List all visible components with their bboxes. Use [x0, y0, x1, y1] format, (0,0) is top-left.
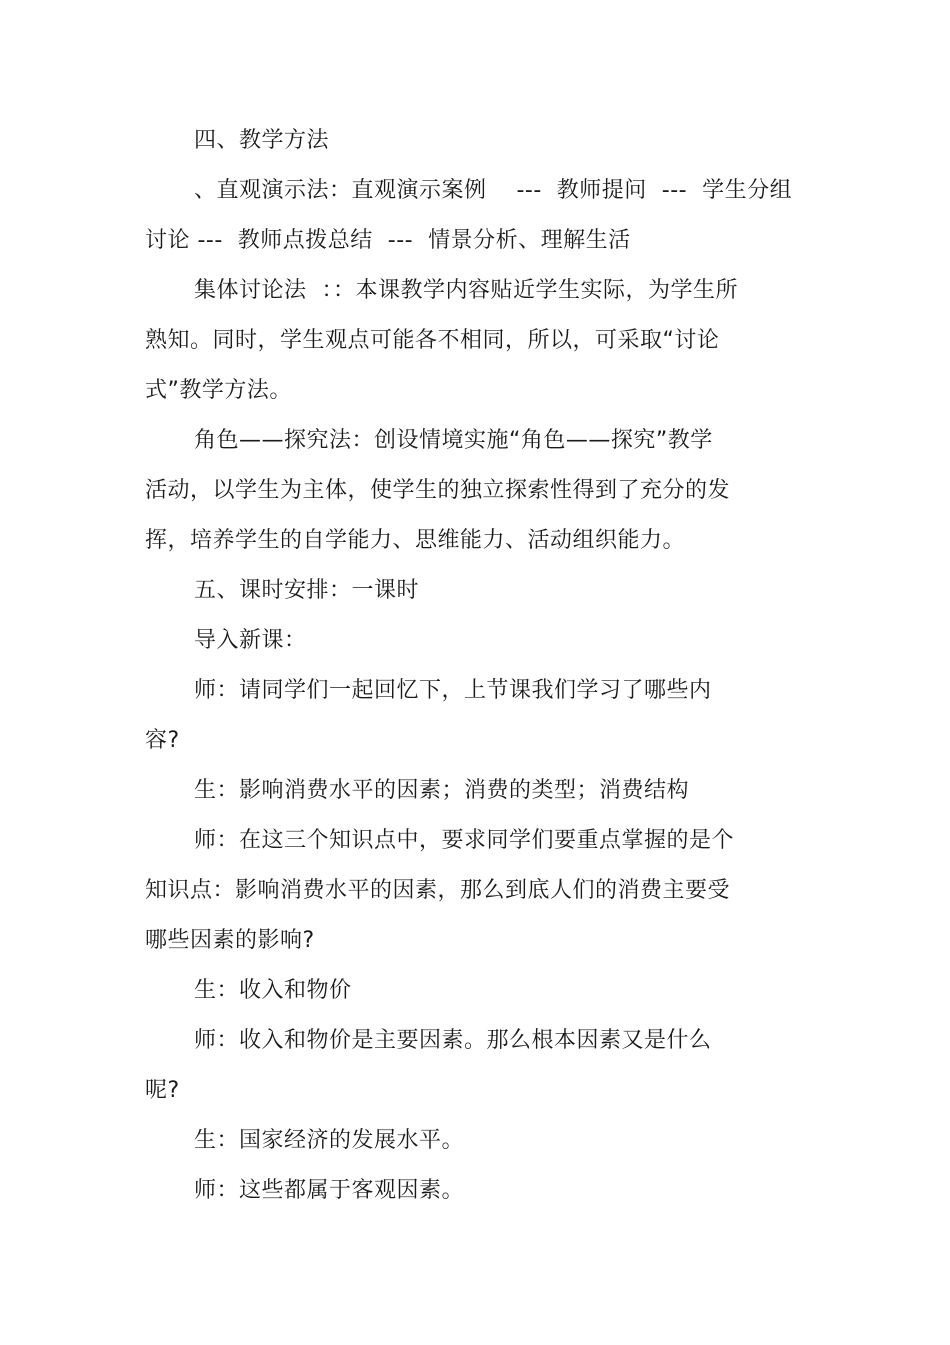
dialogue-line: 哪些因素的影响? — [145, 928, 315, 953]
paragraph-line: 角色——探究法：创设情境实施“角色——探究”教学 — [194, 428, 713, 453]
paragraph-line: 式”教学方法。 — [145, 378, 292, 403]
dialogue-line: 师：这些都属于客观因素。 — [194, 1178, 465, 1203]
dialogue-line: 生：收入和物价 — [194, 978, 352, 1003]
section-heading-teaching-methods: 四、教学方法 — [194, 128, 330, 153]
paragraph-line: 讨论 --- 教师点拨总结 --- 情景分析、理解生活 — [145, 228, 631, 253]
paragraph-line: 、直观演示法：直观演示案例 --- 教师提问 --- 学生分组 — [194, 178, 793, 203]
dialogue-line: 生：国家经济的发展水平。 — [194, 1128, 465, 1153]
dialogue-line: 知识点：影响消费水平的因素，那么到底人们的消费主要受 — [145, 878, 731, 903]
dialogue-line: 容? — [145, 728, 180, 753]
dialogue-line: 师：请同学们一起回忆下，上节课我们学习了哪些内 — [194, 678, 712, 703]
subheading-intro: 导入新课： — [194, 628, 307, 653]
dialogue-line: 呢? — [145, 1078, 180, 1103]
paragraph-line: 挥，培养学生的自学能力、思维能力、活动组织能力。 — [145, 528, 686, 553]
section-heading-schedule: 五、课时安排：一课时 — [194, 578, 420, 603]
paragraph-line: 集体讨论法 ：：本课教学内容贴近学生实际，为学生所 — [194, 278, 738, 303]
paragraph-line: 活动，以学生为主体，使学生的独立探索性得到了充分的发 — [145, 478, 731, 503]
dialogue-line: 生：影响消费水平的因素；消费的类型；消费结构 — [194, 778, 690, 803]
paragraph-line: 熟知。同时，学生观点可能各不相同，所以，可采取“讨论 — [145, 328, 720, 353]
dialogue-line: 师：在这三个知识点中，要求同学们要重点掌握的是个 — [194, 828, 735, 853]
dialogue-line: 师：收入和物价是主要因素。那么根本因素又是什么 — [194, 1028, 712, 1053]
